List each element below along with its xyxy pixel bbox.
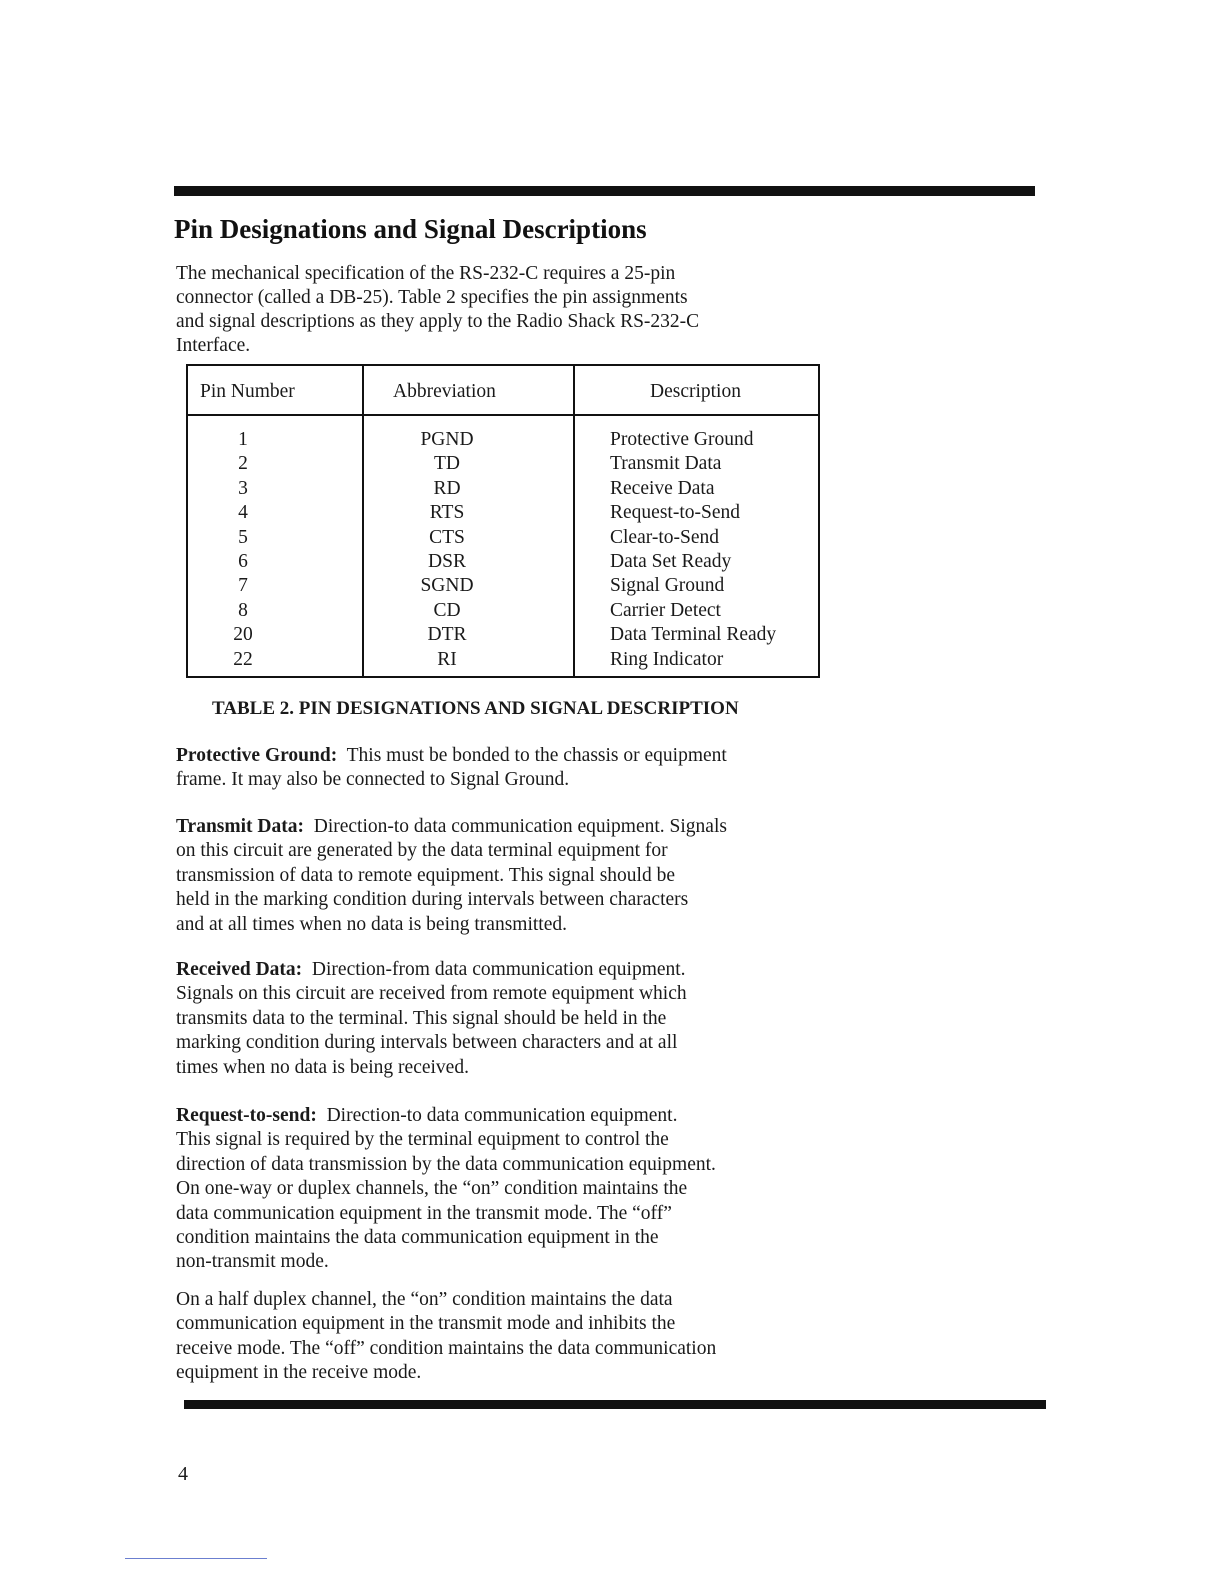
section-line: On one-way or duplex channels, the “on” condition maintains the bbox=[176, 1178, 688, 1200]
section-received-data bbox=[176, 958, 687, 1080]
footer-line bbox=[125, 1558, 267, 1559]
pin-cell: 20 bbox=[233, 624, 253, 646]
section-line: times when no data is being received. bbox=[176, 1056, 469, 1078]
section-term: Transmit Data: bbox=[176, 816, 304, 837]
section-line: condition maintains the data communication equipment in the bbox=[176, 1227, 659, 1249]
abbr-cell: RI bbox=[437, 648, 457, 670]
pin-cell: 5 bbox=[238, 526, 248, 548]
pin-cell: 1 bbox=[238, 429, 248, 450]
section-line bbox=[176, 958, 687, 982]
header-description: Description bbox=[650, 381, 741, 402]
page-title: Pin Designations and Signal Descriptions bbox=[174, 214, 647, 244]
pin-number-column bbox=[188, 428, 298, 672]
pin-cell: 8 bbox=[238, 599, 248, 621]
intro-line: connector (called a DB-25). Table 2 specifies the pin assignments bbox=[176, 287, 688, 308]
pin-cell: 7 bbox=[238, 575, 248, 597]
section-line: on this circuit are generated by the data terminal equipment for bbox=[176, 840, 668, 862]
paragraph-line: communication equipment in the transmit mode and inhibits the bbox=[176, 1313, 676, 1335]
section-line: non-transmit mode. bbox=[176, 1251, 329, 1273]
intro-line: Interface. bbox=[176, 335, 251, 356]
section-line: frame. It may also be connected to Signal Ground. bbox=[176, 769, 570, 791]
section-line: transmission of data to remote equipment. This signal should be bbox=[176, 864, 675, 886]
table-caption: TABLE 2. PIN DESIGNATIONS AND SIGNAL DESCRIPTION bbox=[212, 698, 739, 719]
section-term: Received Data: bbox=[176, 959, 303, 980]
desc-cell: Receive Data bbox=[610, 477, 715, 499]
header-divider bbox=[188, 414, 818, 416]
section-line: direction of data transmission by the data communication equipment. bbox=[176, 1153, 716, 1175]
abbr-cell: DTR bbox=[427, 624, 467, 646]
section-line: marking condition during intervals between characters and at all bbox=[176, 1032, 678, 1054]
pin-cell: 6 bbox=[238, 551, 248, 573]
desc-cell: Ring Indicator bbox=[610, 648, 724, 670]
section-line: data communication equipment in the transmit mode. The “off” bbox=[176, 1202, 672, 1224]
section-line bbox=[176, 1104, 716, 1128]
header-pin-number: Pin Number bbox=[200, 381, 295, 402]
desc-cell: Request-to-Send bbox=[610, 502, 740, 524]
section-text: This must be bonded to the chassis or equipment bbox=[346, 745, 727, 766]
section-request-to-send bbox=[176, 1104, 716, 1275]
section-line: held in the marking condition during intervals between characters bbox=[176, 889, 689, 911]
section-line bbox=[176, 744, 727, 768]
section-line bbox=[176, 815, 727, 839]
intro-line: and signal descriptions as they apply to the Radio Shack RS-232-C bbox=[176, 311, 700, 332]
bottom-rule bbox=[184, 1400, 1046, 1409]
section-term: Request-to-send: bbox=[176, 1105, 317, 1126]
column-divider bbox=[573, 366, 575, 676]
top-rule bbox=[174, 186, 1035, 196]
section-text: Direction-to data communication equipment. Signals bbox=[313, 816, 727, 837]
abbreviation-column bbox=[366, 428, 528, 672]
intro-line: The mechanical specification of the RS-232-C requires a 25-pin bbox=[176, 263, 676, 284]
intro-paragraph bbox=[176, 262, 816, 358]
page-number: 4 bbox=[178, 1463, 188, 1485]
section-text: Direction-to data communication equipment. bbox=[326, 1105, 678, 1126]
paragraph-line: On a half duplex channel, the “on” condition maintains the data bbox=[176, 1289, 673, 1310]
pin-cell: 3 bbox=[238, 477, 248, 499]
section-term: Protective Ground: bbox=[176, 745, 338, 766]
desc-cell: Data Terminal Ready bbox=[610, 624, 777, 646]
desc-cell: Clear-to-Send bbox=[610, 526, 719, 548]
section-text: Direction-from data communication equipment. bbox=[311, 959, 686, 980]
section-line: and at all times when no data is being transmitted. bbox=[176, 913, 567, 935]
header-abbreviation: Abbreviation bbox=[393, 381, 496, 402]
abbr-cell: TD bbox=[434, 453, 460, 475]
paragraph-line: equipment in the receive mode. bbox=[176, 1362, 422, 1384]
desc-cell: Transmit Data bbox=[610, 453, 722, 475]
pin-cell: 22 bbox=[233, 648, 253, 670]
section-protective-ground bbox=[176, 744, 727, 793]
description-column bbox=[610, 428, 820, 672]
section-line: Signals on this circuit are received from remote equipment which bbox=[176, 983, 687, 1005]
column-divider bbox=[362, 366, 364, 676]
pin-table bbox=[186, 364, 820, 678]
pin-cell: 2 bbox=[238, 453, 248, 475]
section-transmit-data bbox=[176, 815, 727, 937]
abbr-cell: DSR bbox=[428, 551, 466, 573]
section-line: transmits data to the terminal. This signal should be held in the bbox=[176, 1007, 667, 1029]
desc-cell: Data Set Ready bbox=[610, 551, 732, 573]
pin-cell: 4 bbox=[238, 502, 248, 524]
abbr-cell: SGND bbox=[420, 575, 474, 597]
abbr-cell: PGND bbox=[420, 429, 474, 450]
abbr-cell: CD bbox=[433, 599, 461, 621]
section-line: This signal is required by the terminal equipment to control the bbox=[176, 1129, 669, 1151]
desc-cell: Signal Ground bbox=[610, 575, 725, 597]
paragraph-line: receive mode. The “off” condition maintains the data communication bbox=[176, 1337, 717, 1359]
half-duplex-paragraph bbox=[176, 1288, 716, 1386]
desc-cell: Protective Ground bbox=[610, 429, 754, 450]
abbr-cell: RTS bbox=[429, 502, 465, 524]
desc-cell: Carrier Detect bbox=[610, 599, 721, 621]
abbr-cell: RD bbox=[433, 477, 461, 499]
abbr-cell: CTS bbox=[429, 526, 465, 548]
